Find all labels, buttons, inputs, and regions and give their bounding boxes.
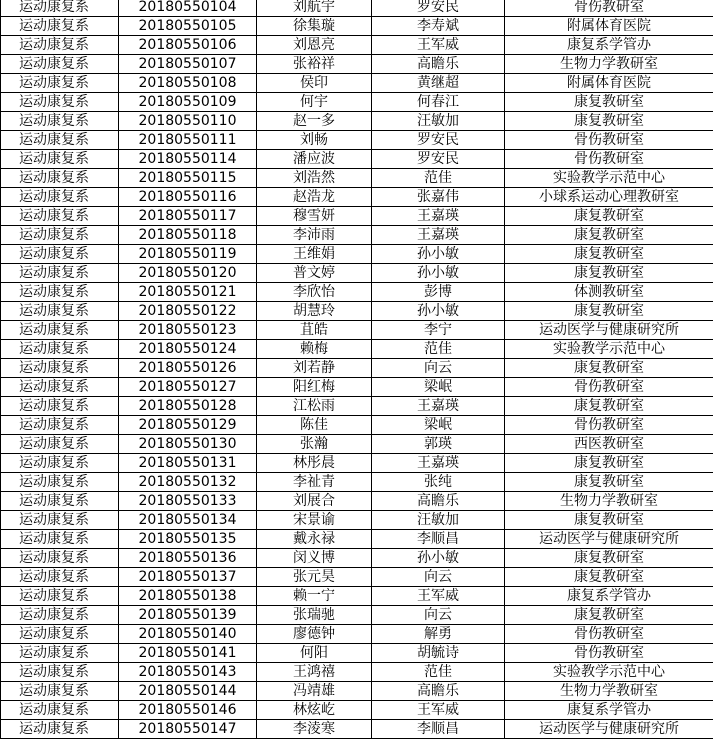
student-id-cell: 20180550120 bbox=[119, 264, 257, 283]
table-row bbox=[1, 0, 713, 17]
unit-cell: 体测教研室 bbox=[505, 283, 713, 302]
mentor-cell: 李顺昌 bbox=[372, 530, 505, 549]
mentor-cell: 何春江 bbox=[372, 93, 505, 112]
student-id-cell: 20180550118 bbox=[119, 226, 257, 245]
student-id-cell: 20180550115 bbox=[119, 169, 257, 188]
department-cell: 运动康复系 bbox=[1, 587, 119, 606]
department-cell: 运动康复系 bbox=[1, 264, 119, 283]
unit-cell: 康复教研室 bbox=[505, 606, 713, 625]
mentor-cell: 范佳 bbox=[372, 340, 505, 359]
student-id-cell: 20180550132 bbox=[119, 473, 257, 492]
mentor-cell: 高瞻乐 bbox=[372, 682, 505, 701]
mentor-cell: 高瞻乐 bbox=[372, 492, 505, 511]
student-id-cell: 20180550111 bbox=[119, 131, 257, 150]
mentor-cell: 罗安民 bbox=[372, 0, 505, 17]
unit-cell: 小球系运动心理教研室 bbox=[505, 188, 713, 207]
table-row bbox=[1, 74, 713, 93]
student-id-cell: 20180550108 bbox=[119, 74, 257, 93]
unit-cell: 康复教研室 bbox=[505, 397, 713, 416]
student-id-cell: 20180550140 bbox=[119, 625, 257, 644]
table-row bbox=[1, 720, 713, 739]
mentor-cell: 孙小敏 bbox=[372, 549, 505, 568]
table-row bbox=[1, 625, 713, 644]
mentor-cell: 胡毓诗 bbox=[372, 644, 505, 663]
department-cell: 运动康复系 bbox=[1, 511, 119, 530]
student-id-cell: 20180550122 bbox=[119, 302, 257, 321]
student-name-cell: 江松雨 bbox=[257, 397, 372, 416]
student-name-cell: 张瀚 bbox=[257, 435, 372, 454]
unit-cell: 康复教研室 bbox=[505, 511, 713, 530]
unit-cell: 康复系学管办 bbox=[505, 36, 713, 55]
student-id-cell: 20180550143 bbox=[119, 663, 257, 682]
student-id-cell: 20180550137 bbox=[119, 568, 257, 587]
unit-cell: 实验教学示范中心 bbox=[505, 340, 713, 359]
mentor-cell: 孙小敏 bbox=[372, 302, 505, 321]
table-row bbox=[1, 435, 713, 454]
student-name-cell: 何阳 bbox=[257, 644, 372, 663]
student-name-cell: 廖德钟 bbox=[257, 625, 372, 644]
student-id-cell: 20180550106 bbox=[119, 36, 257, 55]
student-name-cell: 刘畅 bbox=[257, 131, 372, 150]
student-name-cell: 赖一宁 bbox=[257, 587, 372, 606]
student-id-cell: 20180550147 bbox=[119, 720, 257, 739]
unit-cell: 骨伤教研室 bbox=[505, 625, 713, 644]
student-id-cell: 20180550135 bbox=[119, 530, 257, 549]
department-cell: 运动康复系 bbox=[1, 188, 119, 207]
student-id-cell: 20180550116 bbox=[119, 188, 257, 207]
unit-cell: 骨伤教研室 bbox=[505, 0, 713, 17]
unit-cell: 康复教研室 bbox=[505, 454, 713, 473]
student-name-cell: 李欣怡 bbox=[257, 283, 372, 302]
student-id-cell: 20180550123 bbox=[119, 321, 257, 340]
student-name-cell: 李淩寒 bbox=[257, 720, 372, 739]
student-id-cell: 20180550133 bbox=[119, 492, 257, 511]
mentor-cell: 范佳 bbox=[372, 663, 505, 682]
table-row bbox=[1, 397, 713, 416]
table-row bbox=[1, 587, 713, 606]
department-cell: 运动康复系 bbox=[1, 169, 119, 188]
student-name-cell: 阳红梅 bbox=[257, 378, 372, 397]
department-cell: 运动康复系 bbox=[1, 321, 119, 340]
student-name-cell: 王鸿禧 bbox=[257, 663, 372, 682]
student-id-cell: 20180550104 bbox=[119, 0, 257, 17]
student-name-cell: 穆雪妍 bbox=[257, 207, 372, 226]
department-cell: 运动康复系 bbox=[1, 549, 119, 568]
department-cell: 运动康复系 bbox=[1, 74, 119, 93]
student-id-cell: 20180550128 bbox=[119, 397, 257, 416]
unit-cell: 康复系学管办 bbox=[505, 587, 713, 606]
mentor-cell: 李宁 bbox=[372, 321, 505, 340]
mentor-cell: 黄继超 bbox=[372, 74, 505, 93]
unit-cell: 骨伤教研室 bbox=[505, 150, 713, 169]
unit-cell: 附属体育医院 bbox=[505, 74, 713, 93]
mentor-cell: 向云 bbox=[372, 568, 505, 587]
mentor-cell: 范佳 bbox=[372, 169, 505, 188]
department-cell: 运动康复系 bbox=[1, 283, 119, 302]
department-cell: 运动康复系 bbox=[1, 720, 119, 739]
student-name-cell: 何宇 bbox=[257, 93, 372, 112]
student-id-cell: 20180550131 bbox=[119, 454, 257, 473]
student-id-cell: 20180550126 bbox=[119, 359, 257, 378]
table-row bbox=[1, 93, 713, 112]
student-id-cell: 20180550136 bbox=[119, 549, 257, 568]
unit-cell: 附属体育医院 bbox=[505, 17, 713, 36]
table-row bbox=[1, 606, 713, 625]
student-name-cell: 普文婷 bbox=[257, 264, 372, 283]
department-cell: 运动康复系 bbox=[1, 359, 119, 378]
student-name-cell: 侯印 bbox=[257, 74, 372, 93]
table-row bbox=[1, 17, 713, 36]
department-cell: 运动康复系 bbox=[1, 36, 119, 55]
student-id-cell: 20180550134 bbox=[119, 511, 257, 530]
student-id-cell: 20180550146 bbox=[119, 701, 257, 720]
student-id-cell: 20180550138 bbox=[119, 587, 257, 606]
mentor-cell: 王军威 bbox=[372, 36, 505, 55]
table-row bbox=[1, 36, 713, 55]
table-row bbox=[1, 454, 713, 473]
table-body bbox=[1, 0, 713, 739]
student-name-cell: 宋景谕 bbox=[257, 511, 372, 530]
table-row bbox=[1, 511, 713, 530]
unit-cell: 康复教研室 bbox=[505, 473, 713, 492]
mentor-cell: 张纯 bbox=[372, 473, 505, 492]
mentor-cell: 王嘉瑛 bbox=[372, 397, 505, 416]
table-row bbox=[1, 169, 713, 188]
table-row bbox=[1, 492, 713, 511]
mentor-cell: 解勇 bbox=[372, 625, 505, 644]
mentor-cell: 王嘉瑛 bbox=[372, 226, 505, 245]
unit-cell: 康复教研室 bbox=[505, 93, 713, 112]
table-row bbox=[1, 264, 713, 283]
table-row bbox=[1, 663, 713, 682]
student-name-cell: 张瑞驰 bbox=[257, 606, 372, 625]
department-cell: 运动康复系 bbox=[1, 245, 119, 264]
department-cell: 运动康复系 bbox=[1, 150, 119, 169]
mentor-cell: 罗安民 bbox=[372, 150, 505, 169]
student-name-cell: 冯靖雄 bbox=[257, 682, 372, 701]
student-id-cell: 20180550109 bbox=[119, 93, 257, 112]
unit-cell: 骨伤教研室 bbox=[505, 416, 713, 435]
mentor-cell: 王军威 bbox=[372, 701, 505, 720]
department-cell: 运动康复系 bbox=[1, 701, 119, 720]
student-name-cell: 林彤晨 bbox=[257, 454, 372, 473]
student-name-cell: 刘浩然 bbox=[257, 169, 372, 188]
department-cell: 运动康复系 bbox=[1, 606, 119, 625]
unit-cell: 康复教研室 bbox=[505, 112, 713, 131]
student-id-cell: 20180550139 bbox=[119, 606, 257, 625]
unit-cell: 骨伤教研室 bbox=[505, 644, 713, 663]
student-id-cell: 20180550114 bbox=[119, 150, 257, 169]
table-row bbox=[1, 283, 713, 302]
table-row bbox=[1, 245, 713, 264]
student-id-cell: 20180550117 bbox=[119, 207, 257, 226]
unit-cell: 康复教研室 bbox=[505, 302, 713, 321]
student-name-cell: 刘恩亮 bbox=[257, 36, 372, 55]
student-name-cell: 戴永禄 bbox=[257, 530, 372, 549]
unit-cell: 康复教研室 bbox=[505, 359, 713, 378]
department-cell: 运动康复系 bbox=[1, 378, 119, 397]
student-name-cell: 刘若静 bbox=[257, 359, 372, 378]
table-row bbox=[1, 321, 713, 340]
department-cell: 运动康复系 bbox=[1, 473, 119, 492]
mentor-cell: 郭瑛 bbox=[372, 435, 505, 454]
unit-cell: 生物力学教研室 bbox=[505, 492, 713, 511]
table-row bbox=[1, 207, 713, 226]
mentor-cell: 汪敏加 bbox=[372, 112, 505, 131]
department-cell: 运动康复系 bbox=[1, 0, 119, 17]
table-row bbox=[1, 226, 713, 245]
unit-cell: 生物力学教研室 bbox=[505, 682, 713, 701]
student-name-cell: 徐集璇 bbox=[257, 17, 372, 36]
table-row bbox=[1, 416, 713, 435]
department-cell: 运动康复系 bbox=[1, 416, 119, 435]
table-row bbox=[1, 302, 713, 321]
student-id-cell: 20180550124 bbox=[119, 340, 257, 359]
unit-cell: 康复教研室 bbox=[505, 264, 713, 283]
student-id-cell: 20180550129 bbox=[119, 416, 257, 435]
unit-cell: 生物力学教研室 bbox=[505, 55, 713, 74]
unit-cell: 骨伤教研室 bbox=[505, 378, 713, 397]
student-name-cell: 林炫屹 bbox=[257, 701, 372, 720]
table-row bbox=[1, 150, 713, 169]
student-name-cell: 苴皓 bbox=[257, 321, 372, 340]
table-row bbox=[1, 473, 713, 492]
student-id-cell: 20180550121 bbox=[119, 283, 257, 302]
department-cell: 运动康复系 bbox=[1, 112, 119, 131]
student-name-cell: 李沛雨 bbox=[257, 226, 372, 245]
student-id-cell: 20180550105 bbox=[119, 17, 257, 36]
unit-cell: 康复教研室 bbox=[505, 226, 713, 245]
department-cell: 运动康复系 bbox=[1, 454, 119, 473]
mentor-cell: 张嘉伟 bbox=[372, 188, 505, 207]
student-name-cell: 李祉青 bbox=[257, 473, 372, 492]
unit-cell: 实验教学示范中心 bbox=[505, 169, 713, 188]
table-row bbox=[1, 378, 713, 397]
unit-cell: 康复教研室 bbox=[505, 245, 713, 264]
student-name-cell: 刘展合 bbox=[257, 492, 372, 511]
mentor-cell: 向云 bbox=[372, 359, 505, 378]
student-name-cell: 张裕祥 bbox=[257, 55, 372, 74]
unit-cell: 实验教学示范中心 bbox=[505, 663, 713, 682]
unit-cell: 骨伤教研室 bbox=[505, 131, 713, 150]
mentor-cell: 汪敏加 bbox=[372, 511, 505, 530]
table-row bbox=[1, 55, 713, 74]
department-cell: 运动康复系 bbox=[1, 17, 119, 36]
student-name-cell: 赵浩龙 bbox=[257, 188, 372, 207]
department-cell: 运动康复系 bbox=[1, 55, 119, 74]
student-name-cell: 王维娟 bbox=[257, 245, 372, 264]
table-row bbox=[1, 340, 713, 359]
department-cell: 运动康复系 bbox=[1, 625, 119, 644]
department-cell: 运动康复系 bbox=[1, 131, 119, 150]
unit-cell: 运动医学与健康研究所 bbox=[505, 321, 713, 340]
unit-cell: 康复教研室 bbox=[505, 207, 713, 226]
student-name-cell: 刘航宇 bbox=[257, 0, 372, 17]
mentor-cell: 梁岷 bbox=[372, 416, 505, 435]
unit-cell: 康复教研室 bbox=[505, 549, 713, 568]
mentor-cell: 孙小敏 bbox=[372, 245, 505, 264]
table-row bbox=[1, 549, 713, 568]
student-id-cell: 20180550110 bbox=[119, 112, 257, 131]
table-row bbox=[1, 359, 713, 378]
department-cell: 运动康复系 bbox=[1, 226, 119, 245]
student-name-cell: 赵一多 bbox=[257, 112, 372, 131]
mentor-cell: 李寿斌 bbox=[372, 17, 505, 36]
department-cell: 运动康复系 bbox=[1, 435, 119, 454]
student-id-cell: 20180550127 bbox=[119, 378, 257, 397]
department-cell: 运动康复系 bbox=[1, 663, 119, 682]
table-row bbox=[1, 568, 713, 587]
table-row bbox=[1, 701, 713, 720]
mentor-cell: 孙小敏 bbox=[372, 264, 505, 283]
student-name-cell: 陈佳 bbox=[257, 416, 372, 435]
department-cell: 运动康复系 bbox=[1, 340, 119, 359]
mentor-cell: 王嘉瑛 bbox=[372, 207, 505, 226]
mentor-cell: 罗安民 bbox=[372, 131, 505, 150]
table-row bbox=[1, 644, 713, 663]
mentor-cell: 李顺昌 bbox=[372, 720, 505, 739]
student-name-cell: 胡慧玲 bbox=[257, 302, 372, 321]
student-name-cell: 闵义博 bbox=[257, 549, 372, 568]
department-cell: 运动康复系 bbox=[1, 644, 119, 663]
department-cell: 运动康复系 bbox=[1, 530, 119, 549]
mentor-cell: 向云 bbox=[372, 606, 505, 625]
table-row bbox=[1, 112, 713, 131]
student-name-cell: 张元昊 bbox=[257, 568, 372, 587]
unit-cell: 西医教研室 bbox=[505, 435, 713, 454]
table-row bbox=[1, 530, 713, 549]
unit-cell: 运动医学与健康研究所 bbox=[505, 720, 713, 739]
student-id-cell: 20180550107 bbox=[119, 55, 257, 74]
student-name-cell: 潘应波 bbox=[257, 150, 372, 169]
unit-cell: 运动医学与健康研究所 bbox=[505, 530, 713, 549]
mentor-cell: 高瞻乐 bbox=[372, 55, 505, 74]
department-cell: 运动康复系 bbox=[1, 302, 119, 321]
mentor-cell: 彭博 bbox=[372, 283, 505, 302]
unit-cell: 康复系学管办 bbox=[505, 701, 713, 720]
department-cell: 运动康复系 bbox=[1, 93, 119, 112]
student-id-cell: 20180550130 bbox=[119, 435, 257, 454]
student-id-cell: 20180550141 bbox=[119, 644, 257, 663]
table-row bbox=[1, 131, 713, 150]
department-cell: 运动康复系 bbox=[1, 568, 119, 587]
mentor-cell: 王嘉瑛 bbox=[372, 454, 505, 473]
department-cell: 运动康复系 bbox=[1, 492, 119, 511]
department-cell: 运动康复系 bbox=[1, 207, 119, 226]
table-row bbox=[1, 682, 713, 701]
student-id-cell: 20180550144 bbox=[119, 682, 257, 701]
mentor-cell: 王军威 bbox=[372, 587, 505, 606]
mentor-cell: 梁岷 bbox=[372, 378, 505, 397]
table-row bbox=[1, 188, 713, 207]
student-name-cell: 赖梅 bbox=[257, 340, 372, 359]
department-cell: 运动康复系 bbox=[1, 682, 119, 701]
unit-cell: 康复教研室 bbox=[505, 568, 713, 587]
student-id-cell: 20180550119 bbox=[119, 245, 257, 264]
department-cell: 运动康复系 bbox=[1, 397, 119, 416]
